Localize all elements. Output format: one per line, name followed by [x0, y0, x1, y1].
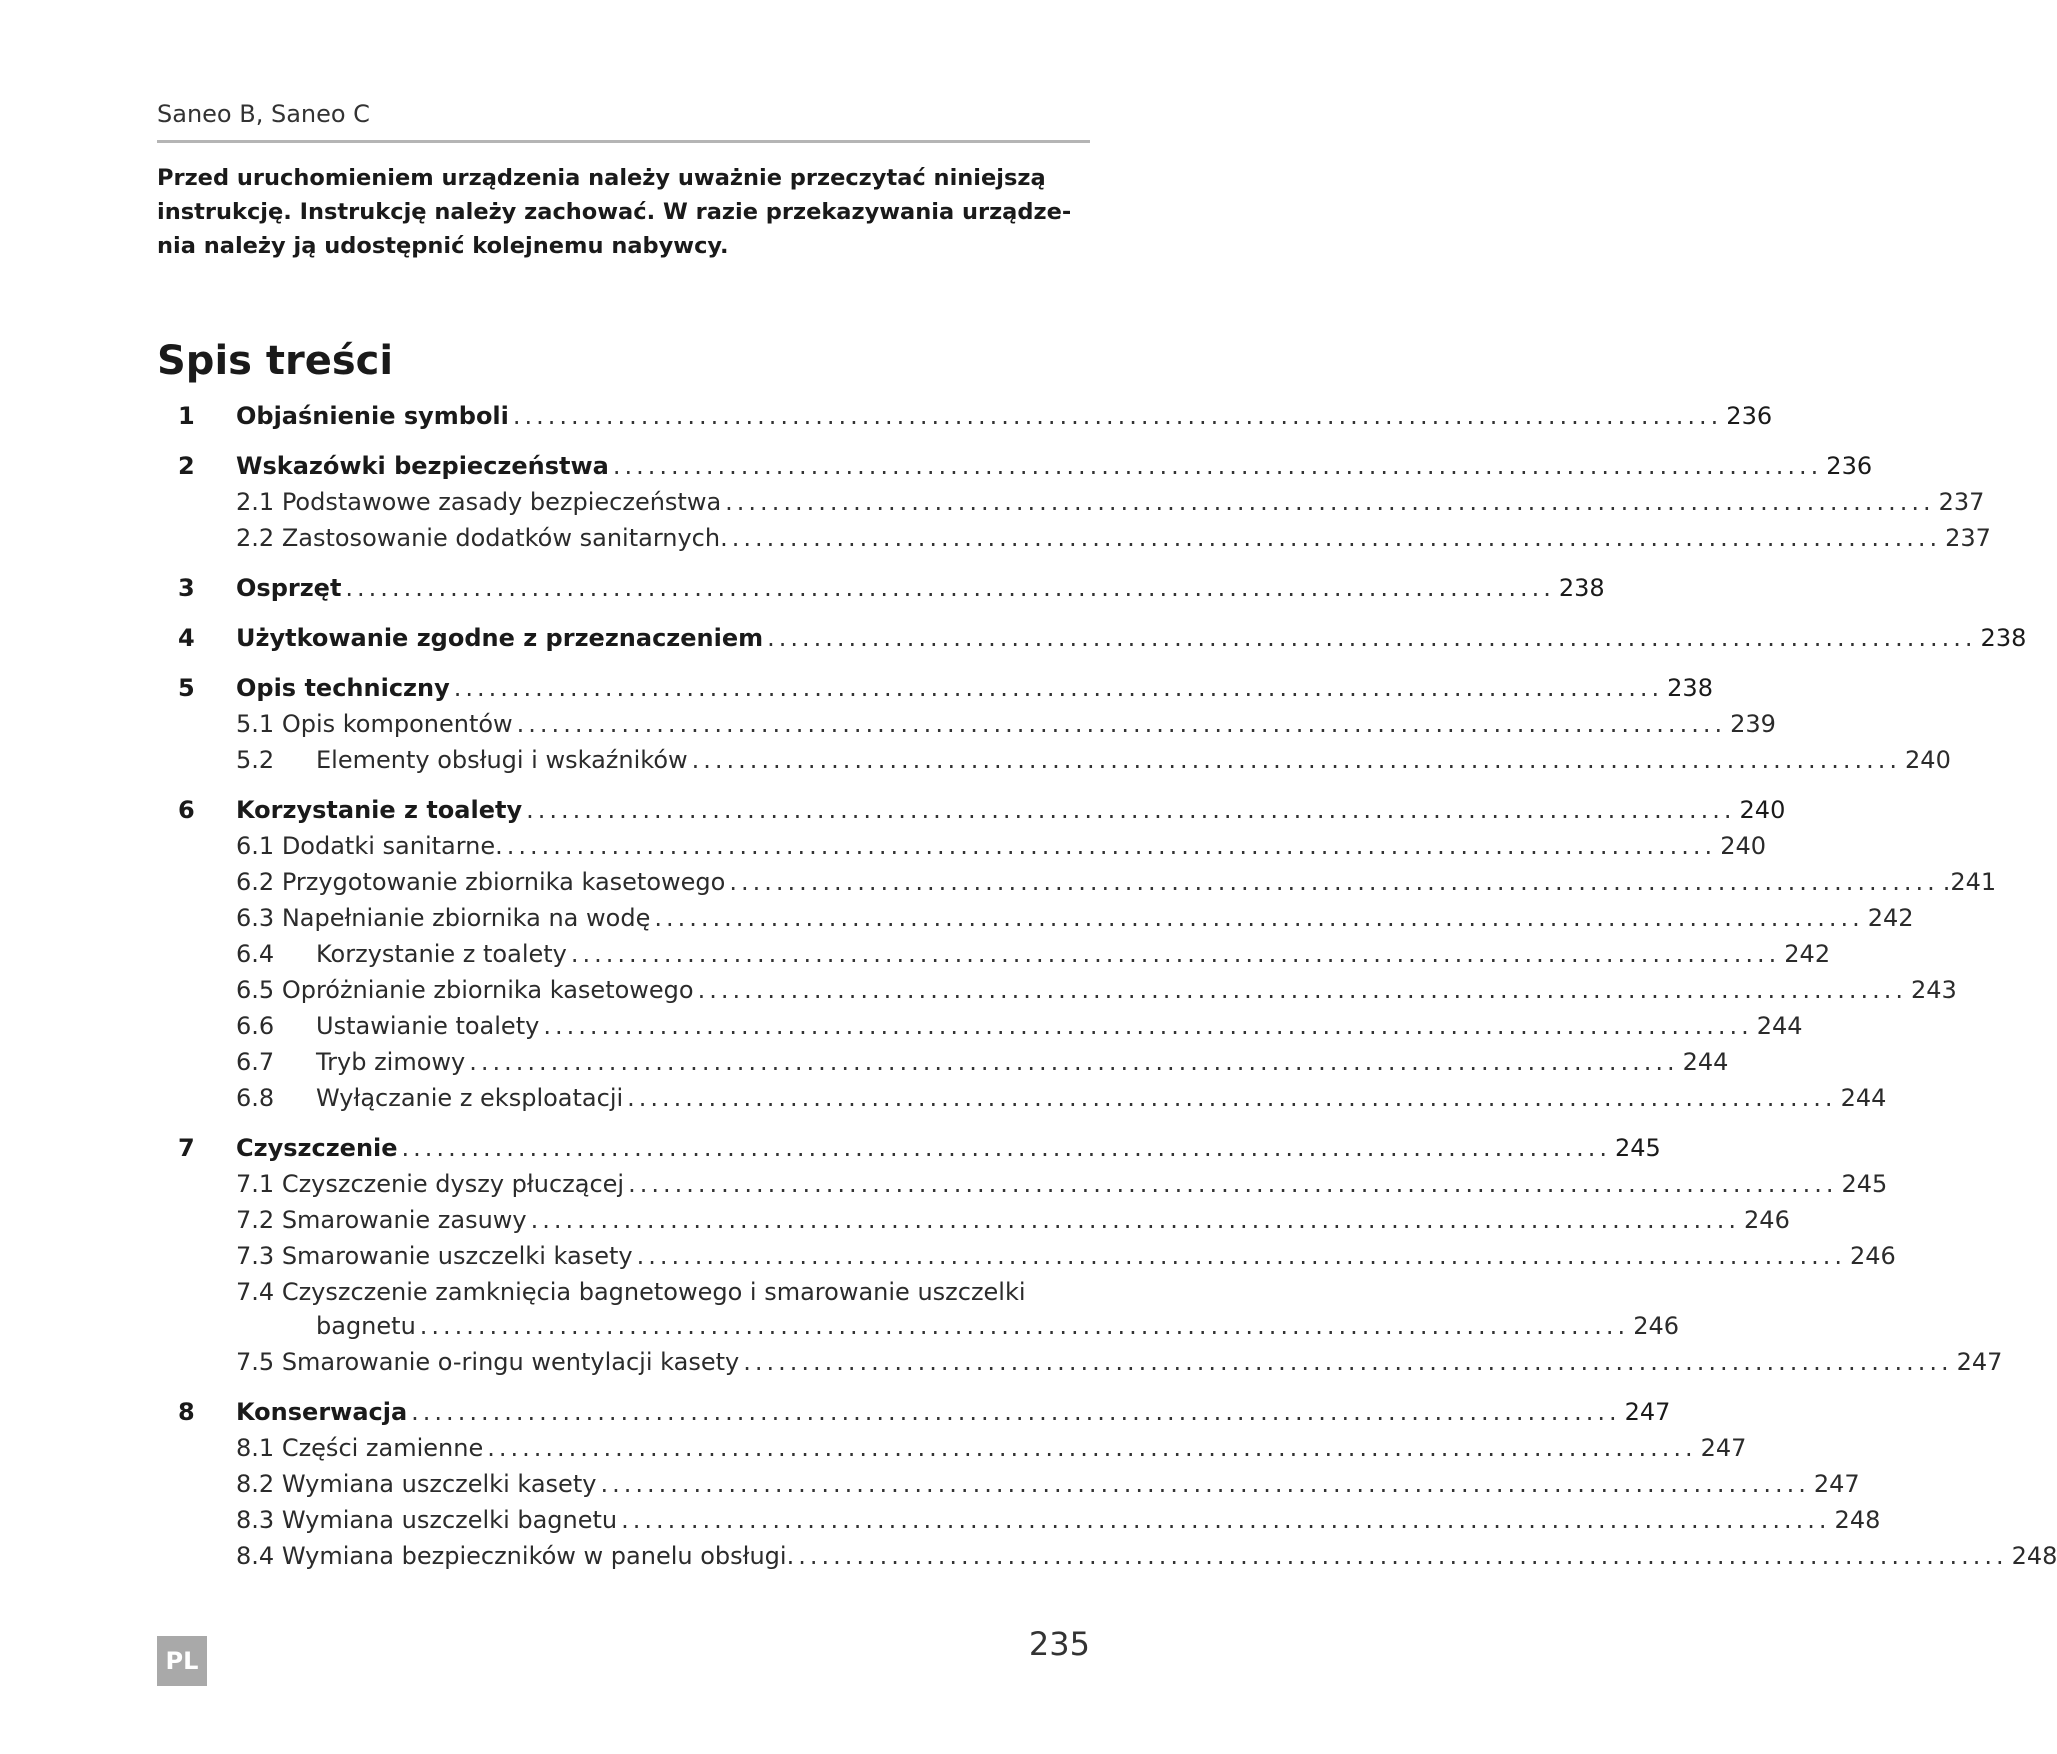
toc-entry[interactable] — [178, 452, 1873, 488]
leader-dots: ........................................................................................................ — [731, 524, 1942, 552]
toc-entry-number: 1 — [178, 402, 195, 430]
page-number: 235 — [1028, 1625, 1090, 1663]
toc-subentry[interactable] — [236, 1084, 1887, 1120]
intro-line: nia należy ją udostępnić kolejnemu nabywcy. — [157, 233, 729, 259]
toc-entry-page: 240 — [1905, 746, 1951, 774]
leader-dots: ........................................................................................................ — [691, 746, 1902, 774]
toc-subentry[interactable] — [236, 524, 1991, 560]
toc-entry-number: 6.5 — [236, 976, 275, 1004]
toc-subentry[interactable] — [236, 1206, 1790, 1242]
toc-entry-page: 247 — [1624, 1398, 1671, 1426]
toc-entry-page: 236 — [1826, 452, 1873, 480]
leader-dots: ........................................................................................................ — [654, 904, 1864, 932]
toc-entry-label-continued: bagnetu — [316, 1312, 416, 1340]
toc-entry-page: 245 — [1614, 1134, 1661, 1162]
toc-subentry[interactable] — [236, 1278, 1054, 1314]
toc-entry-page: 247 — [1700, 1434, 1747, 1462]
toc-entry-label: Smarowanie zasuwy — [281, 1206, 527, 1234]
toc-entry-label: Wymiana uszczelki bagnetu — [281, 1506, 618, 1534]
toc-entry-page: 238 — [1558, 574, 1605, 602]
leader-dots: ........................................................................................................ — [636, 1242, 1846, 1270]
leader-dots: ........................................................................................................ — [697, 976, 1908, 1004]
toc-entry[interactable] — [178, 1398, 1671, 1434]
leader-dots: ........................................................................................................ — [729, 868, 1939, 896]
toc-subentry[interactable] — [236, 1506, 1881, 1542]
toc-entry-label: Opis techniczny — [236, 674, 450, 702]
toc-entry[interactable] — [178, 402, 1773, 438]
toc-entry-number: 7.1 — [236, 1170, 275, 1198]
toc-entry-number: 3 — [178, 574, 195, 602]
toc-entry-label: Wyłączanie z eksploatacji — [316, 1084, 624, 1112]
toc-entry-number: 6.3 — [236, 904, 275, 932]
leader-dots: ........................................................................................................ — [628, 1170, 1838, 1198]
toc-entry-number: 7.2 — [236, 1206, 275, 1234]
toc-entry-label: Elementy obsługi i wskaźników — [316, 746, 688, 774]
toc-entry-label: Korzystanie z toalety — [316, 940, 567, 968]
toc-entry-page: 237 — [1938, 488, 1985, 516]
toc-subentry[interactable] — [236, 1542, 2057, 1578]
toc-subentry-continued[interactable] — [316, 1312, 1679, 1348]
toc-entry-label: Wskazówki bezpieczeństwa — [236, 452, 609, 480]
toc-entry-label: Ustawianie toalety — [316, 1012, 540, 1040]
toc-subentry[interactable] — [236, 904, 1914, 940]
toc-entry-page: .241 — [1942, 868, 1997, 896]
leader-dots: ........................................................................................................ — [469, 1048, 1679, 1076]
leader-dots: ........................................................................................................ — [487, 1434, 1697, 1462]
toc-entry-page: 245 — [1841, 1170, 1888, 1198]
toc-entry-number: 5.2 — [236, 746, 275, 774]
toc-entry-page: 248 — [1834, 1506, 1881, 1534]
leader-dots: ........................................................................................................ — [543, 1012, 1753, 1040]
toc-entry-page: 244 — [1682, 1048, 1729, 1076]
toc-entry-number: 6.2 — [236, 868, 275, 896]
leader-dots: ........................................................................................................ — [453, 674, 1664, 702]
toc-entry-page: 247 — [1813, 1470, 1860, 1498]
toc-entry-number: 7 — [178, 1134, 195, 1162]
header-title: Saneo B, Saneo C — [157, 100, 370, 128]
toc-entry-page: 242 — [1784, 940, 1831, 968]
toc-entry-number: 5.1 — [236, 710, 275, 738]
toc-entry-label: Opis komponentów — [281, 710, 513, 738]
toc-entry-label: Części zamienne — [281, 1434, 484, 1462]
toc-subentry[interactable] — [236, 940, 1831, 976]
toc-entry-number: 8 — [178, 1398, 195, 1426]
leader-dots: ........................................................................................................ — [612, 452, 1823, 480]
toc-subentry[interactable] — [236, 1434, 1747, 1470]
leader-dots: ........................................................................................................ — [798, 1542, 2008, 1570]
leader-dots: ........................................................................................................ — [526, 796, 1736, 824]
toc-entry-number: 8.3 — [236, 1506, 275, 1534]
toc-subentry[interactable] — [236, 746, 1951, 782]
toc-subentry[interactable] — [236, 976, 1957, 1012]
toc-subentry[interactable] — [236, 832, 1766, 868]
toc-entry-page: 242 — [1867, 904, 1914, 932]
toc-subentry[interactable] — [236, 1170, 1888, 1206]
toc-entry-number: 7.5 — [236, 1348, 275, 1376]
toc-entry-number: 8.4 — [236, 1542, 275, 1570]
leader-dots: ........................................................................................................ — [767, 624, 1977, 652]
toc-entry-number: 7.3 — [236, 1242, 275, 1270]
toc-entry-label: Czyszczenie — [236, 1134, 398, 1162]
toc-entry[interactable] — [178, 1134, 1661, 1170]
leader-dots: ........................................................................................................ — [570, 940, 1781, 968]
toc-entry-number: 4 — [178, 624, 195, 652]
toc-entry-page: 237 — [1945, 524, 1991, 552]
toc-entry-number: 6.1 — [236, 832, 275, 860]
toc-title: Spis treści — [157, 338, 394, 384]
leader-dots: ........................................................................................................ — [411, 1398, 1621, 1426]
toc-entry-label: Czyszczenie dyszy płuczącej — [281, 1170, 625, 1198]
toc-entry-label: Tryb zimowy — [316, 1048, 466, 1076]
toc-entry-number: 6 — [178, 796, 195, 824]
toc-entry-label: Przygotowanie zbiornika kasetowego — [281, 868, 726, 896]
toc-entry-number: 5 — [178, 674, 195, 702]
toc-entry-label: Korzystanie z toalety — [236, 796, 523, 824]
leader-dots: ........................................................................................................ — [627, 1084, 1837, 1112]
intro-notice — [157, 161, 1090, 263]
toc-entry-page: 239 — [1730, 710, 1776, 738]
toc-entry-label: Opróżnianie zbiornika kasetowego — [281, 976, 694, 1004]
toc-subentry[interactable] — [236, 710, 1776, 746]
leader-dots: ........................................................................................................ — [743, 1348, 1953, 1376]
toc-entry-page: 240 — [1739, 796, 1786, 824]
toc-entry-page: 246 — [1633, 1312, 1679, 1340]
leader-dots: ........................................................................................................ — [506, 832, 1717, 860]
toc-subentry[interactable] — [236, 1348, 2003, 1384]
toc-entry-page: 238 — [1980, 624, 2027, 652]
leader-dots: ........................................................................................................ — [516, 710, 1727, 738]
leader-dots: ........................................................................................................ — [401, 1134, 1611, 1162]
toc-entry-label: Wymiana bezpieczników w panelu obsługi. — [281, 1542, 795, 1570]
toc-entry-label: Smarowanie uszczelki kasety — [281, 1242, 633, 1270]
leader-dots: ........................................................................................................ — [530, 1206, 1741, 1234]
toc-entry-label: Napełnianie zbiornika na wodę — [281, 904, 651, 932]
header-rule — [157, 140, 1090, 143]
toc-subentry[interactable] — [236, 1048, 1729, 1084]
leader-dots: ........................................................................................................ — [345, 574, 1555, 602]
toc-entry-label: Użytkowanie zgodne z przeznaczeniem — [236, 624, 764, 652]
toc-entry-page: 246 — [1849, 1242, 1896, 1270]
toc-entry-label: Dodatki sanitarne. — [281, 832, 503, 860]
toc-entry-number: 8.2 — [236, 1470, 275, 1498]
intro-line: instrukcję. Instrukcję należy zachować. W razie przekazywania urządze- — [157, 199, 1072, 225]
toc-entry-number: 7.4 — [236, 1278, 275, 1306]
toc-subentry[interactable] — [236, 1012, 1803, 1048]
toc-entry-page: 238 — [1667, 674, 1713, 702]
toc-entry-label: Osprzęt — [236, 574, 342, 602]
toc-entry-number: 2 — [178, 452, 195, 480]
toc-entry-label: Wymiana uszczelki kasety — [281, 1470, 597, 1498]
toc-entry[interactable] — [178, 574, 1605, 610]
leader-dots: ........................................................................................................ — [512, 402, 1723, 430]
toc-entry-page: 243 — [1911, 976, 1957, 1004]
toc-entry-page: 244 — [1840, 1084, 1887, 1112]
language-badge: PL — [157, 1636, 207, 1686]
toc-entry-label: Smarowanie o-ringu wentylacji kasety — [281, 1348, 740, 1376]
toc-entry[interactable] — [178, 674, 1713, 710]
toc-subentry[interactable] — [236, 1470, 1860, 1506]
toc-entry-label: Konserwacja — [236, 1398, 408, 1426]
toc-entry-page: 246 — [1744, 1206, 1790, 1234]
toc-entry-number: 2.1 — [236, 488, 275, 516]
toc-entry[interactable] — [178, 624, 2027, 660]
toc-entry-page: 247 — [1956, 1348, 2003, 1376]
toc-entry-number: 6.6 — [236, 1012, 275, 1040]
toc-entry[interactable] — [178, 796, 1786, 832]
toc-entry-number: 6.8 — [236, 1084, 275, 1112]
toc-entry-page: 240 — [1720, 832, 1766, 860]
toc-subentry[interactable] — [236, 488, 1985, 524]
toc-entry-number: 6.7 — [236, 1048, 275, 1076]
leader-dots: ........................................................................................................ — [600, 1470, 1810, 1498]
leader-dots: ........................................................................................................ — [419, 1312, 1630, 1340]
toc-entry-label: Objaśnienie symboli — [236, 402, 509, 430]
leader-dots: ........................................................................................................ — [725, 488, 1935, 516]
toc-subentry[interactable] — [236, 868, 1997, 904]
toc-entry-label: Podstawowe zasady bezpieczeństwa — [281, 488, 722, 516]
toc-entry-number: 2.2 — [236, 524, 275, 552]
toc-entry-page: 236 — [1726, 402, 1773, 430]
toc-entry-label: Czyszczenie zamknięcia bagnetowego i smarowanie uszczelki — [281, 1278, 1026, 1306]
toc-entry-number: 8.1 — [236, 1434, 275, 1462]
toc-entry-page: 248 — [2011, 1542, 2057, 1570]
toc-entry-number: 6.4 — [236, 940, 275, 968]
intro-line: Przed uruchomieniem urządzenia należy uważnie przeczytać niniejszą — [157, 165, 1046, 191]
leader-dots: ........................................................................................................ — [621, 1506, 1831, 1534]
toc-entry-label: Zastosowanie dodatków sanitarnych. — [281, 524, 728, 552]
toc-subentry[interactable] — [236, 1242, 1896, 1278]
toc-entry-page: 244 — [1756, 1012, 1803, 1040]
